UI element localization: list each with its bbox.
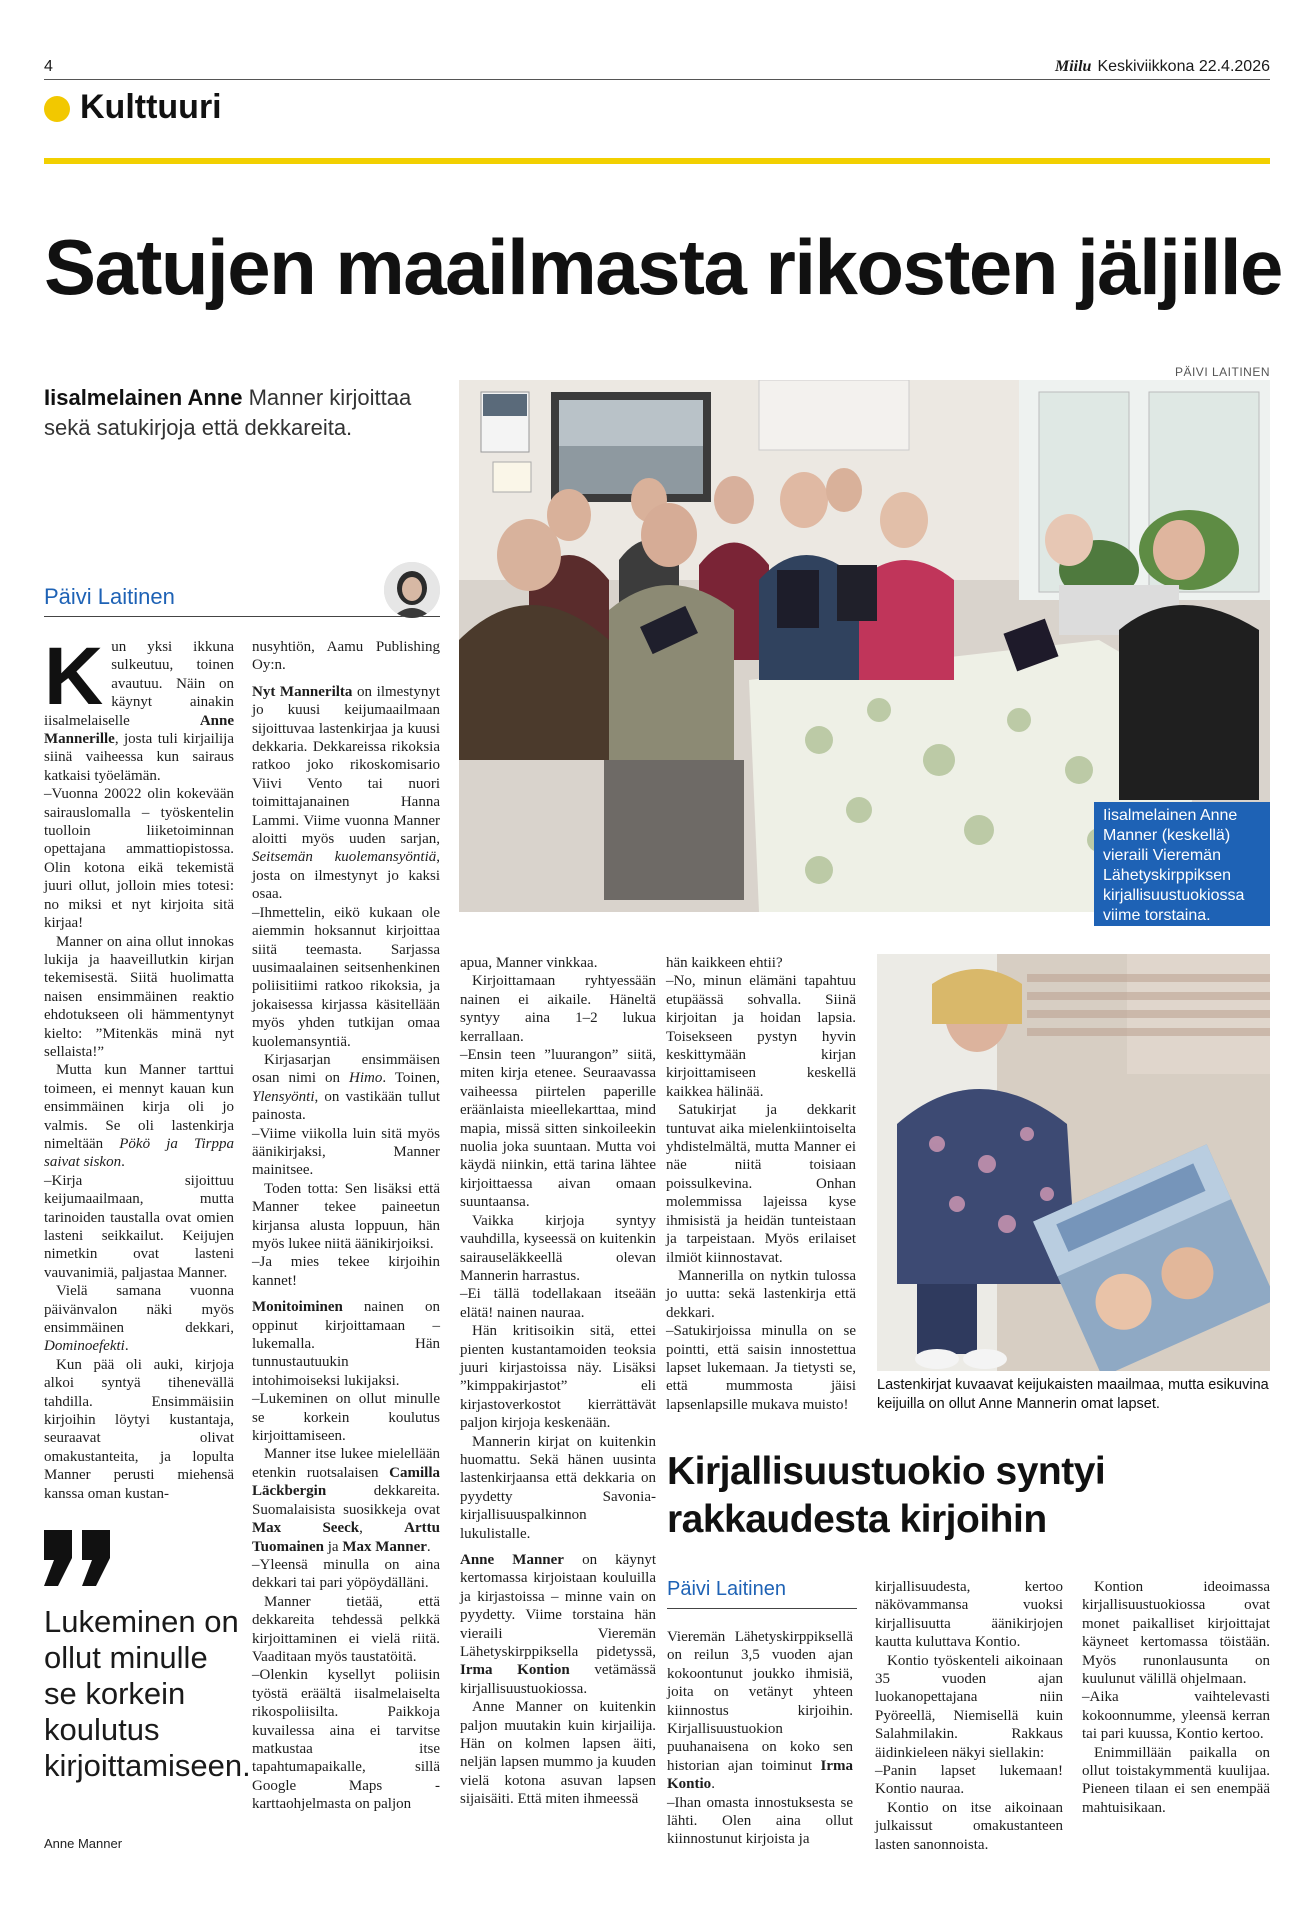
side-col1-paragraph: –Ihan omasta innostuksesta se lähti. Olen aina ollut kiinnostunut kirjoista ja (667, 1794, 853, 1848)
col1-paragraph (44, 1282, 234, 1356)
col2-paragraph: nusyhtiön, Aamu Publishing Oy:n. (252, 639, 440, 674)
col2-text: . (426, 1538, 431, 1555)
col3-paragraph (460, 1551, 656, 1698)
col4-paragraph: Satukirjat ja dekkarit tuntuvat aika mielenkiintoiselta yhdistelmältä, mutta Manner ei näe niitä toisiaan poissulkevina. Onhan molemmissa lajeissa kyse ihmisistä ja heidän tunteistaan ja tarpeistaan. Myös erilaiset ilmiöt kiinnostavat. (666, 1102, 856, 1266)
side-article-column-1 (667, 1628, 853, 1849)
side-col3-paragraph: Kontion ideoimassa kirjallisuustuokiossa ovat monet paikalliset kirjoittajat käyneet kertomassa töistään. Myös runonlausunta on kuulunut välillä ohjelmaan. (1082, 1579, 1270, 1688)
col4-paragraph: hän kaikkeen ehtii? (666, 955, 783, 971)
col2-paragraph: Toden totta: Sen lisäksi että Manner tekee paineetun kirjansa alusta loppuun, hän myös lukee niitä äänikirjoiksi. (252, 1180, 440, 1252)
col3-paragraph: –Ei tällä todellakaan itseään elätä! nainen nauraa. (460, 1286, 656, 1321)
side-col1-paragraph (667, 1628, 853, 1794)
col2-book-title: Seitsemän kuolemansyöntiä (252, 849, 437, 866)
col2-subhead: Monitoiminen (252, 1299, 343, 1316)
section-rule (44, 158, 1270, 164)
col1-paragraph: Manner on aina ollut innokas lukija ja haaveillutkin kirjan tekemisestä. Siitä huolimatta naisen ensimmäinen reaktio ehdotukseen oli hämmentynyt kielto: ”Mitenkäs minä nyt sellaista!” (44, 933, 234, 1060)
byline-rule (44, 616, 440, 617)
col2-name: Camilla Läckbergin (252, 1464, 440, 1500)
col1-text: , josta tuli kirjailija siinä vaiheessa kun sairaus katkaisi työelämän. (44, 731, 234, 784)
side-col1-text: Vieremän Lähetyskirppiksellä on reilun 3,5 vuoden ajan kokoontunut joukko ihmisiä, joita on vetänyt yhteen kiinnostus kirjoihin. Kirjallisuustuokion puuhanaisena on koko sen historian ajan toiminut (667, 1629, 853, 1774)
photo2-caption: Lastenkirjat kuvaavat keijukaisten maailmaa, mutta esikuvina keijuilla on ollut Anne Mannerin omat lapset. (877, 1377, 1269, 1412)
issue-date: Keskiviikkona 22.4.2026 (1097, 58, 1270, 75)
col1-text: Vielä samana vuonna päivänvalon näki myös ensimmäinen dekkari, (44, 1283, 234, 1337)
drop-cap: K (44, 631, 104, 722)
col2-paragraph (252, 1445, 440, 1555)
section-label: Kulttuuri (80, 88, 222, 126)
col2-name: Max Manner (342, 1538, 427, 1555)
col3-paragraph: Kirjoittamaan ryhtyessään nainen ei aikaile. Häneltä syntyy aina 1–2 lukua kerrallaan. (460, 973, 656, 1045)
pull-quote-author: Anne Manner (44, 1836, 123, 1851)
side-article-column-3 (1082, 1578, 1270, 1817)
col4-paragraph: –Satukirjoissa minulla on se pointti, että saisin innostettua lapset lukemaan. Ja tietysti se, että mummosta jäisi lapsenlapsille mukava muisto! (666, 1323, 856, 1413)
quote-mark-icon (40, 1530, 116, 1591)
col2-paragraph: –Viime viikolla luin sitä myös äänikirjaksi, Manner mainitsee. (252, 1125, 440, 1179)
col3-text: on käynyt kertomassa kirjoistaan kouluilla ja kirjastoissa – minne vain on pyydetty. Viime torstaina hän vieraili Vieremän Lähetyskirppiksella pidetyssä, (460, 1552, 656, 1661)
byline: Päivi Laitinen (44, 584, 175, 609)
col3-text: vetämässä kirjallisuustuokiossa. (460, 1662, 656, 1697)
col2-paragraph: –Lukeminen on ollut minulle se korkein koulutus kirjoittamiseen. (252, 1391, 440, 1445)
col1-text: un yksi ikkuna sulkeutuu, toinen avautuu. Näin on käynyt ainakin iisalmelaiselle (44, 639, 234, 729)
col2-paragraph (252, 1051, 440, 1125)
col2-name: Arttu Tuomainen (252, 1520, 440, 1555)
author-avatar (384, 562, 440, 618)
col2-book-title: Ylensyönti (252, 1088, 315, 1105)
col2-paragraph: –Ja mies tekee kirjoihin kannet! (252, 1254, 440, 1289)
article-column-4 (666, 954, 856, 1414)
col3-paragraph: Anne Manner on kuitenkin paljon muutakin kuin kirjailija. Hän on kolmen lapsen äiti, neljän lapsen mummo ja kuuden vielä kotona asuvan lapsen sijaisäiti. Että miten ihmeessä (460, 1699, 656, 1808)
side-col2-paragraph: kirjallisuudesta, kertoo näkövammansa vuoksi kirjallisuutta äänikirjojen kautta kuluttava Kontio. (875, 1579, 1063, 1651)
side-col2-paragraph: Kontio työskenteli aikoinaan 35 vuoden ajan luokanopettajana niin Pyöreellä, Niemisellä kuin Salahmilakin. Rakkaus äidinkieleen näkyi siellakin: (875, 1652, 1063, 1761)
col4-paragraph: Mannerilla on nytkin tulossa jo uutta: sekä lastenkirja että dekkari. (666, 1267, 856, 1321)
col2-paragraph: –Ihmettelin, eikö kukaan ole aiemmin hoksannut kirjoittaa siitä teemasta. Sarjassa uusimaalainen seitsenhenkinen poliisitiimi ratkoo rikoksia, ja jokaisessa kirjassa käsitellään myös yhden tutkijan omaa kuolemansyntiä. (252, 904, 440, 1050)
col2-text: . Toinen, (382, 1070, 441, 1087)
header-rule (44, 79, 1270, 80)
col2-book-title: Himo (349, 1070, 383, 1087)
pull-quote: Lukeminen on ollut minulle se korkein koulutus kirjoittamiseen. (44, 1604, 251, 1783)
col2-subhead: Nyt Mannerilta (252, 683, 353, 700)
col3-name: Irma Kontion (460, 1662, 570, 1679)
col2-text: nainen on oppinut kirjoittamaan – lukemalla. Hän tunnustautuukin intohimoiseksi lukijaksi. (252, 1299, 440, 1389)
col2-paragraph: –Yleensä minulla on aina dekkari tai pari yöpöydälläni. (252, 1556, 440, 1592)
col1-text: . (121, 1154, 125, 1171)
col2-text: ja (323, 1538, 343, 1555)
side-col3-paragraph: Enimmillään paikalla on ollut toistakymmentä kuulijaa. Pieneen tilaan ei sen enempää mahtuisikaan. (1082, 1744, 1270, 1816)
col1-paragraph: –Vuonna 20022 olin kokevään sairauslomalla – työskentelin tuolloin liiketoiminnan opettajana ammattiopistossa. Olin kotona eikä tekemistä juuri ollut, jolloin mies totesi: no miksi et nyt kirjoita sitä kirjaa! (44, 786, 234, 932)
article-column-2 (252, 638, 440, 1814)
col2-text: on ilmestynyt jo kuusi keijumaailmaan sijoittuvaa lastenkirjaa ja kuusi dekkaria. Dekkareissa rikoksia ratkoo joko rikoskomisario Viivi Vento tai nuori toimittajanainen Hanna Lammi. Viime vuonna Manner aloitti myös uuden sarjan, (252, 683, 440, 848)
col2-paragraph (252, 683, 440, 904)
side-col2-paragraph: –Panin lapset lukemaan! Kontio nauraa. (875, 1763, 1063, 1798)
main-photo-caption: Iisalmelainen Anne Manner (keskellä) vieraili Vieremän Lähetyskirppiksen kirjallisuustuokiossa viime torstaina. (1094, 802, 1270, 926)
side-article-headline: Kirjallisuustuokio syntyi rakkaudesta kirjoihin (667, 1450, 1106, 1541)
side-col2-paragraph: Kontio on itse aikoinaan julkaissut omakustanteen lasten sanonnoista. (875, 1799, 1063, 1853)
col3-paragraph: Vaikka kirjoja syntyy vauhdilla, kyseessä on kuitenkin sairauseläkkeellä olevan Mannerin harrastus. (460, 1212, 656, 1284)
col1-book-title: Pökö ja Tirppa saivat siskon (44, 1135, 234, 1171)
col3-paragraph: apua, Manner vinkkaa. (460, 955, 598, 971)
photo-credit: PÄIVI LAITINEN (1174, 365, 1270, 379)
col2-text: , josta on ilmestynyt jo kaksi osaa. (252, 849, 440, 903)
col2-paragraph (252, 1298, 440, 1390)
side-byline-rule (667, 1608, 857, 1609)
section-dot-icon (44, 96, 70, 122)
col4-paragraph: –No, minun elämäni tapahtuu etupäässä sohvalla. Siinä kirjoitan ja hoidan lapsia. Toisekseen pystyn hyvin keskittymään kirjan kirjoittamiseen keskellä kaikkea hälinää. (666, 973, 856, 1100)
col3-subhead: Anne Manner (460, 1552, 564, 1568)
col2-name: Max Seeck (252, 1520, 360, 1537)
col1-book-title: Dominoefekti (44, 1338, 125, 1355)
page-number: 4 (44, 58, 53, 75)
side-col3-paragraph: –Aika vaihtelevasti kokoonnumme, yleensä kerran tai pari kuussa, Kontio kertoo. (1082, 1689, 1270, 1743)
col2-paragraph: –Olenkin kysellyt poliisin työstä eräältä iisalmelaiselta rikospoliisilta. Paikkoja kuvailessa aina ei tarvitse matkustaa itse tapahtumapaikalle, sillä Google Maps -karttaohjelmasta on paljon (252, 1667, 440, 1813)
col1-text: Mutta kun Manner tarttui toimeen, ei mennyt kauan kun ensimmäinen kirja oli jo valmis. Se oli lastenkirja nimeltään (44, 1062, 234, 1152)
masthead (1055, 58, 1270, 76)
article-headline: Satujen maailmasta rikosten jäljille (44, 223, 1282, 311)
article-column-1 (44, 631, 234, 1503)
article-column-3 (460, 954, 656, 1809)
col1-paragraph (44, 1061, 234, 1171)
col2-text: , (359, 1520, 405, 1537)
lead-text: Manner kirjoittaa sekä satukirjoja että dekkareita. (44, 385, 412, 440)
col2-paragraph: Manner tietää, että dekkareita tehdessä pelkkä kirjoittaminen ei vielä riitä. Vaaditaan myös taustatöitä. (252, 1593, 440, 1665)
col1-name: Anne Mannerille (44, 712, 234, 748)
side-article-column-2 (875, 1578, 1063, 1854)
newspaper-logo: Miilu (1054, 58, 1092, 75)
article-lead (44, 383, 434, 443)
col2-text: Kirjasarjan ensimmäisen osan nimi on (252, 1051, 440, 1087)
col1-text: . (124, 1338, 129, 1355)
side-col1-text: . (711, 1776, 715, 1793)
col3-paragraph: Hän kritisoikin sitä, ettei pienten kustantamoiden teoksia juuri kirjastoissa näy. Lisäksi ”kimppakirjastot” eli kirjastoverkostot kierrättävät paljon kirjoja keskenään. (460, 1323, 656, 1432)
lead-bold: Iisalmelainen Anne (44, 385, 243, 410)
col3-paragraph: –Ensin teen ”luurangon” siitä, miten kirja etenee. Seuraavassa vaiheessa piirtelen paperille eräänlaista mieellekarttaa, mind mapia, missä sitten sinkoileekin nuolia joka suuntaan. Mutta voi käydä niinkin, että tarina lähtee kirjoittaessa aivan omaan suuntaansa. (460, 1047, 656, 1211)
col2-text: , on vastikään tullut painosta. (252, 1088, 440, 1124)
col3-paragraph: Mannerin kirjat on kuitenkin huomattu. Sekä hänen uusinta lastenkirjaansa että dekkaria on pyydetty Savonia-kirjallisuuspalkinnon lukulistalle. (460, 1433, 656, 1542)
col1-paragraph: Kun pää oli auki, kirjoja alkoi syntyä tihenevällä tahdilla. Ensimmäisiin kirjoihin löytyi kustantaja, seuraavat olivat omakustanteita, ja lopulta Manner perusti miehensä kanssa oman kustan- (44, 1356, 234, 1502)
col2-text: Manner itse lukee mielellään etenkin ruotsalaisen (252, 1446, 440, 1481)
col2-text: dekkareita. Suomalaisista suosikkeja ovat (252, 1483, 440, 1518)
author-photo-with-book (877, 954, 1270, 1371)
author-with-book-image (877, 954, 1270, 1371)
col1-paragraph: –Kirja sijoittuu keijumaailmaan, mutta tarinoiden taustalla ovat omien lasteni seikkailut. Keijujen nimetkin ovat lasteni vauvanimiä, paljastaa Manner. (44, 1172, 234, 1281)
author-portrait-icon (384, 562, 440, 618)
side-article-byline: Päivi Laitinen (667, 1578, 786, 1600)
side-col1-name: Irma Kontio (667, 1757, 853, 1793)
